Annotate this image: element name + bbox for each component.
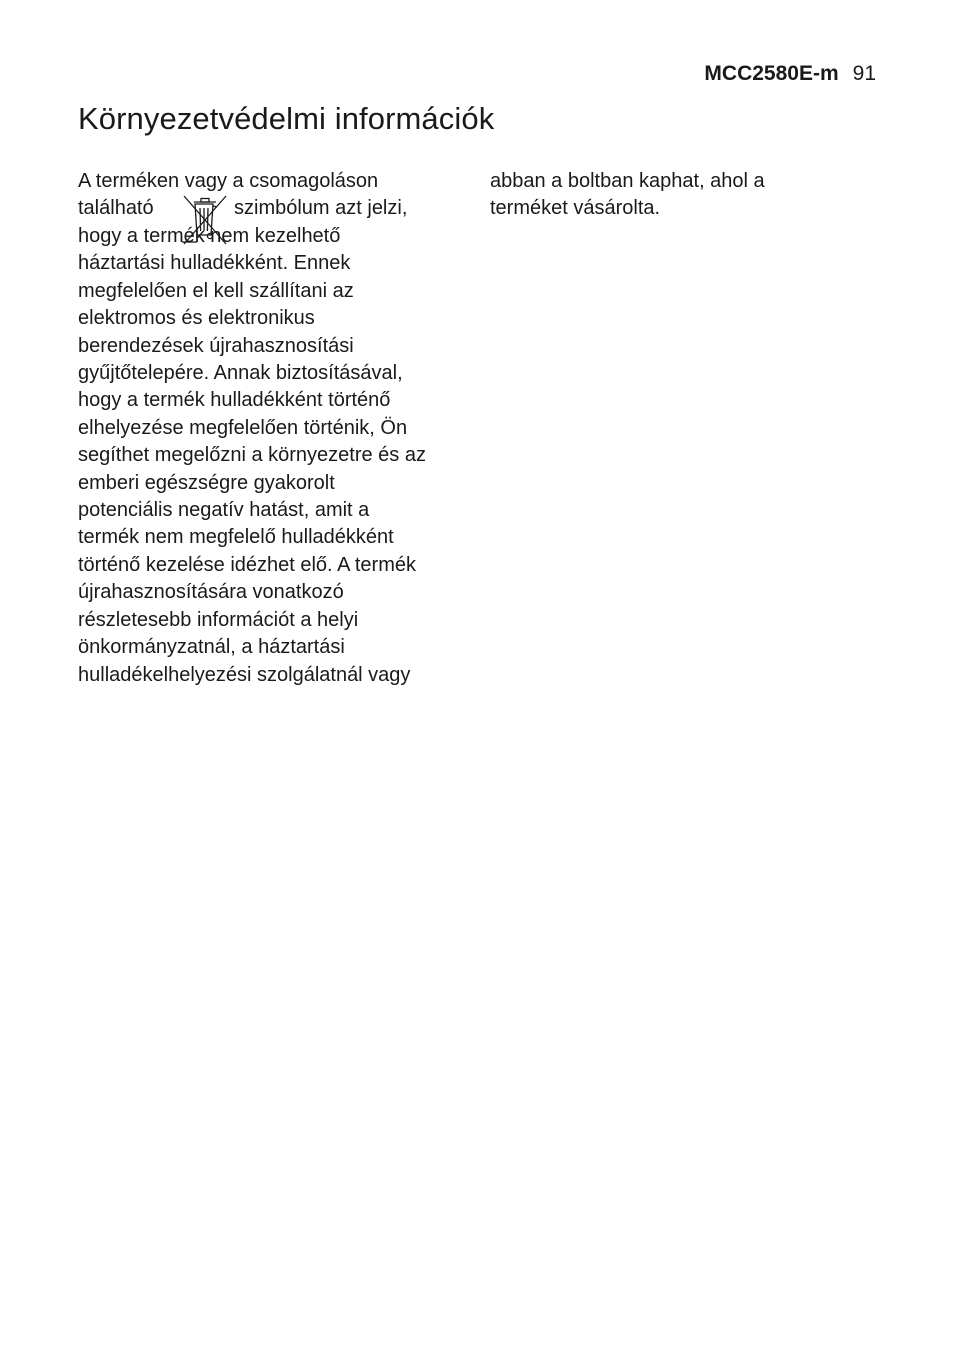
text-line: történő kezelése idézhet elő. A termék <box>78 553 416 576</box>
text-line: A terméken vagy a csomagoláson <box>78 170 379 192</box>
text-line: emberi egészségre gyakorolt <box>78 471 335 494</box>
text-line-before-symbol: található <box>78 197 154 219</box>
text-line: abban a boltban kaphat, ahol a <box>490 170 765 192</box>
text-line: újrahasznosítására vonatkozó <box>78 581 344 604</box>
text-line: termék nem megfelelő hulladékként <box>78 526 394 549</box>
text-line: elektromos és elektronikus <box>78 307 315 330</box>
text-line: terméket vásárolta. <box>490 197 661 220</box>
text-line: hogy a termék hulladékként történő <box>78 389 391 412</box>
text-line: részletesebb információt a helyi <box>78 608 359 631</box>
text-line: segíthet megelőzni a környezetre és az <box>78 444 426 467</box>
left-column <box>78 168 464 689</box>
page-header <box>704 62 876 86</box>
page-number: 91 <box>852 62 876 85</box>
crossed-out-wheelie-bin-icon <box>178 194 230 246</box>
text-line: elhelyezése megfelelően történik, Ön <box>78 416 408 439</box>
symbol-sentence <box>78 168 464 223</box>
section-title: Környezetvédelmi információk <box>78 101 495 136</box>
text-line: hogy a termék nem kezelhető <box>78 225 341 247</box>
text-line: gyűjtőtelepére. Annak biztosításával, <box>78 362 403 385</box>
text-line: önkormányzatnál, a háztartási <box>78 636 345 659</box>
text-line-after-symbol: szimbólum azt jelzi, <box>234 197 408 219</box>
text-line: megfelelően el kell szállítani az <box>78 279 354 302</box>
model-number: MCC2580E-m <box>704 62 839 85</box>
text-line: potenciális negatív hatást, amit a <box>78 499 370 522</box>
text-line: berendezések újrahasznosítási <box>78 334 354 357</box>
text-line: hulladékelhelyezési szolgálatnál vagy <box>78 663 411 686</box>
text-line: háztartási hulladékként. Ennek <box>78 252 351 275</box>
right-column <box>490 168 870 223</box>
